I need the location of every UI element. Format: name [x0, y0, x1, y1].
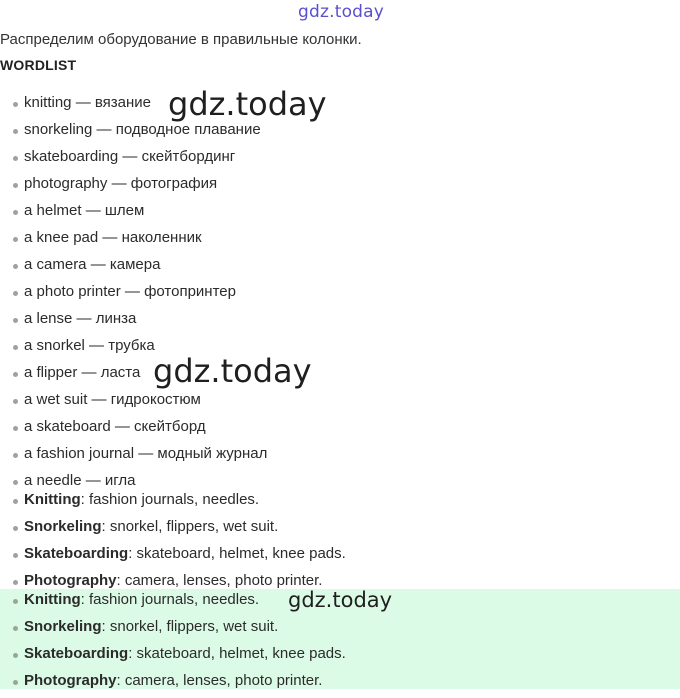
- list-item: a flipper — ласта: [0, 363, 267, 390]
- list-item: a photo printer — фотопринтер: [0, 282, 267, 309]
- answer-items: : camera, lenses, photo printer.: [116, 572, 323, 589]
- list-item: a knee pad — наколенник: [0, 228, 267, 255]
- list-item: snorkeling — подводное плавание: [0, 120, 267, 147]
- answer-list: [0, 490, 346, 598]
- list-item: skateboarding — скейтбординг: [0, 147, 267, 174]
- answer-items: : skateboard, helmet, knee pads.: [128, 645, 346, 662]
- answer-items: : camera, lenses, photo printer.: [116, 672, 323, 689]
- answer-term: Knitting: [24, 491, 81, 508]
- list-item: a wet suit — гидрокостюм: [0, 390, 267, 417]
- site-logo[interactable]: gdz.today: [298, 2, 385, 22]
- answer-term: Knitting: [24, 591, 81, 608]
- answer-items: : fashion journals, needles.: [80, 591, 260, 608]
- answer-term: Photography: [24, 672, 117, 689]
- watermark: gdz.today: [288, 588, 393, 612]
- watermark: gdz.today: [153, 352, 312, 390]
- list-item: a camera — камера: [0, 255, 267, 282]
- answer-term: Skateboarding: [24, 545, 129, 562]
- answer-items: : fashion journals, needles.: [80, 491, 260, 508]
- wordlist-heading: WORDLIST: [0, 57, 77, 73]
- answer-term: Snorkeling: [24, 518, 102, 535]
- list-item: a snorkel — трубка: [0, 336, 267, 363]
- answer-items: : snorkel, flippers, wet suit.: [101, 618, 279, 635]
- list-item: photography — фотография: [0, 174, 267, 201]
- list-item: a lense — линза: [0, 309, 267, 336]
- wordlist: [0, 93, 267, 498]
- list-item: a needle — игла: [0, 471, 267, 498]
- answer-item: [0, 671, 346, 698]
- answer-item: [0, 644, 346, 671]
- answer-items: : snorkel, flippers, wet suit.: [101, 518, 279, 535]
- list-item: knitting — вязание: [0, 93, 267, 120]
- answer-items: : skateboard, helmet, knee pads.: [128, 545, 346, 562]
- answer-item: [0, 490, 346, 517]
- answer-item: [0, 517, 346, 544]
- list-item: a helmet — шлем: [0, 201, 267, 228]
- answer-term: Snorkeling: [24, 618, 102, 635]
- intro-text: Распределим оборудование в правильные колонки.: [0, 31, 362, 48]
- watermark: gdz.today: [168, 85, 327, 123]
- answer-item: [0, 544, 346, 571]
- answer-term: Skateboarding: [24, 645, 129, 662]
- answer-term: Photography: [24, 572, 117, 589]
- answer-item: [0, 617, 346, 644]
- list-item: a skateboard — скейтборд: [0, 417, 267, 444]
- list-item: a fashion journal — модный журнал: [0, 444, 267, 471]
